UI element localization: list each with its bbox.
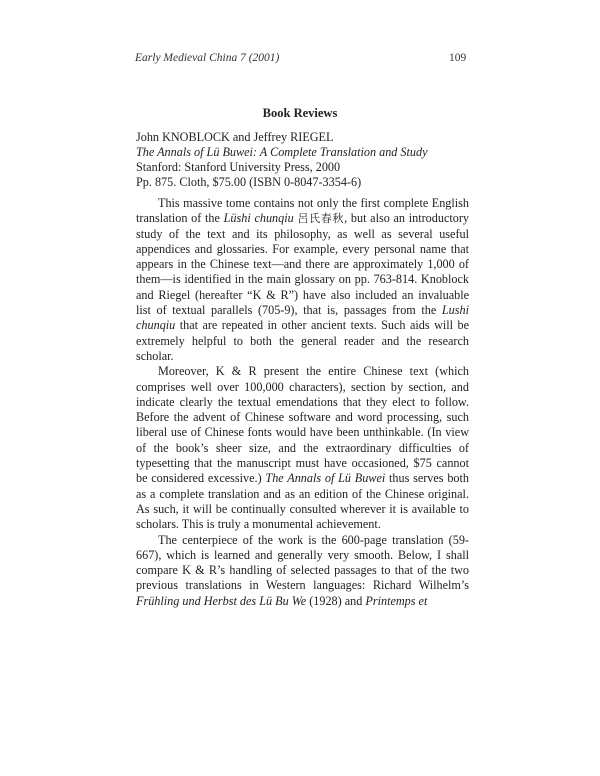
italic-title: Printemps et (365, 593, 428, 608)
paragraph-1 (136, 196, 469, 364)
citation-title: The Annals of Lü Buwei: A Complete Translation and Study (136, 145, 428, 159)
paragraph-2-text: thus serves both as a complete translation and as an edition of the Chinese original. As such, it will be continually consulted wherever it is available to scholars. This is truly a monumental achievement. (136, 471, 469, 532)
citation-publisher: Stanford: Stanford University Press, 2000 (136, 160, 341, 174)
running-head-journal: Early Medieval China 7 (2001) (135, 52, 280, 64)
paragraph-1-text: This massive tome contains not only the first complete English translation of the (136, 196, 469, 226)
italic-title: Lushi chunqiu (136, 303, 469, 333)
paragraph-2-text: Moreover, K & R present the entire Chinese text (which comprises well over 100,000 characters), section by section, and indicate clearly the textual emendations that they elect to follow. Before the advent of Chinese software and word processing, such liberal use of Chinese fonts would have been unthinkable. (In view of the book’s sheer size, and the extraordinary difficulties of typesetting that the manuscript must have occasioned, $75 cannot be considered excessive.) (136, 364, 469, 486)
italic-title: The Annals of Lü Buwei (265, 471, 386, 486)
paragraph-3-text: (1928) and (306, 593, 366, 608)
chinese-characters: 呂氏春秋 (297, 212, 345, 226)
paragraph-1-text: , but also an introductory study of the text and its philosophy, as well as several useful appendices and glossaries. For example, every personal name that appears in the Chinese text—and there are approximately 1,000 of them—is identified in the main glossary on pp. 763-814. Knoblock and Riegel (hereafter “K & R”) have also included an invaluable list of textual parallels (705-9), that is, passages from the (136, 211, 469, 318)
paragraph-3-text: The centerpiece of the work is the 600-page translation (59-667), which is learned and generally very smooth. Below, I shall compare K & R’s handling of selected passages to that of the two previous translations in Western languages: Richard Wilhelm’s (136, 532, 469, 593)
citation-details: Pp. 875. Cloth, $75.00 (ISBN 0-8047-3354-6) (136, 175, 362, 189)
review-body (136, 196, 469, 609)
book-citation (136, 130, 471, 190)
italic-title: Lüshi chunqiu (223, 211, 294, 226)
paragraph-2 (136, 364, 469, 532)
italic-title: Frühling und Herbst des Lü Bu We (136, 593, 307, 608)
section-title: Book Reviews (262, 106, 338, 120)
citation-authors: John KNOBLOCK and Jeffrey RIEGEL (136, 130, 334, 144)
paragraph-3 (136, 533, 469, 609)
paragraph-1-text: that are repeated in other ancient texts. Such aids will be extremely helpful to both the general reader and the research scholar. (136, 318, 469, 363)
page-number: 109 (449, 52, 467, 64)
